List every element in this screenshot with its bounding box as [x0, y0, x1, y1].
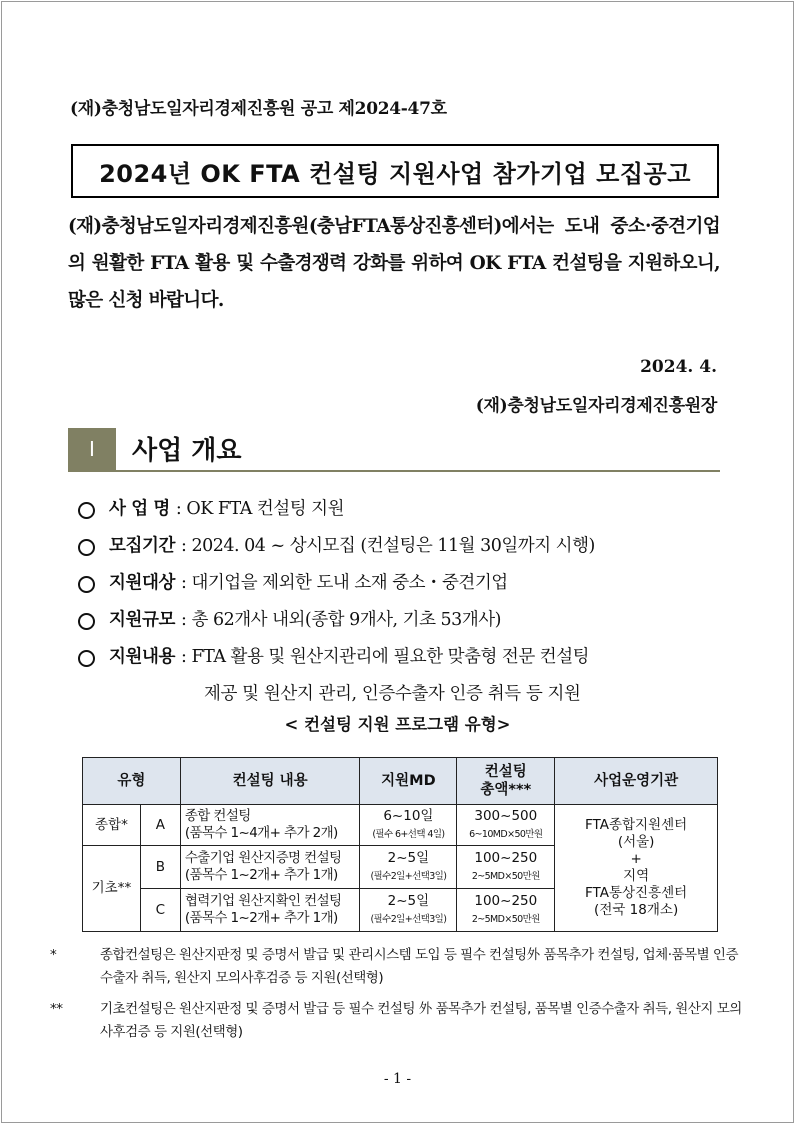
- item-value: : FTA 활용 및 원산지관리에 필요한 맞춤형 전문 컨설팅: [181, 647, 590, 667]
- agency-line: (서울): [617, 834, 655, 851]
- header-amount: [457, 758, 555, 805]
- section-number-badge: Ⅰ: [68, 428, 116, 470]
- content-name: 수출기업 원산지증명 컨설팅: [184, 850, 342, 867]
- list-item: [78, 531, 726, 568]
- circle-bullet-icon: [78, 502, 95, 519]
- md-value: 2~5일: [387, 850, 430, 867]
- circle-bullet-icon: [78, 576, 95, 593]
- agency-line: FTA통상진흥센터: [585, 884, 688, 901]
- amount-value: 300~500: [474, 808, 538, 825]
- list-item: [78, 605, 726, 642]
- footnote-text: 종합컨설팅은 원산지판정 및 증명서 발급 및 관리시스템 도입 등 필수 컨설팅外 품목추가 컨설팅, 업체·품목별 인증수출자 취득, 원산지 모의사후검증 등 지원(선택형): [100, 947, 739, 986]
- footnote-comprehensive: [50, 944, 748, 990]
- item-value-continuation: 제공 및 원산지 관리, 인증수출자 인증 취득 등 지원: [204, 684, 581, 704]
- item-value: : 총 62개사 내외(종합 9개사, 기초 53개사): [181, 610, 501, 630]
- content-items: (품목수 1~4개+ 추가 2개): [184, 825, 338, 841]
- circle-bullet-icon: [78, 650, 95, 667]
- page-number: - 1 -: [383, 1071, 412, 1087]
- footnote-marker: **: [50, 1001, 63, 1017]
- md-note: (필수2일+선택3일): [370, 871, 447, 882]
- item-value: : 2024. 04 ~ 상시모집 (컨설팅은 11월 30일까지 시행): [181, 536, 595, 556]
- support-md: [360, 805, 457, 846]
- md-value: 6~10일: [383, 808, 434, 825]
- consulting-amount: [457, 889, 555, 932]
- circle-bullet-icon: [78, 539, 95, 556]
- group-comprehensive: 종합*: [83, 805, 141, 846]
- agency-line: 지역: [623, 868, 650, 884]
- type-code: A: [140, 805, 180, 846]
- consulting-content: [180, 805, 360, 846]
- item-value: : OK FTA 컨설팅 지원: [175, 499, 344, 519]
- table-row: [83, 805, 718, 846]
- type-code: C: [140, 889, 180, 932]
- item-value: : 대기업을 제외한 도내 소재 중소・중견기업: [181, 573, 508, 593]
- footnote-text: 기초컨설팅은 원산지판정 및 증명서 발급 등 필수 컨설팅 外 품목추가 컨설팅, 품목별 인증수출자 취득, 원산지 모의사후검증 등 지원(선택형): [100, 1001, 742, 1040]
- circle-bullet-icon: [78, 613, 95, 630]
- list-item: [78, 642, 726, 679]
- consulting-content: [180, 889, 360, 932]
- footnote-marker: *: [50, 947, 57, 963]
- type-code: B: [140, 846, 180, 889]
- header-amount-line1: 컨설팅: [484, 763, 527, 780]
- list-item: [78, 568, 726, 605]
- footnote-basic: [50, 998, 748, 1044]
- amount-value: 100~250: [474, 893, 538, 910]
- consulting-amount: [457, 805, 555, 846]
- header-md: 지원MD: [360, 758, 457, 805]
- table-caption: < 컨설팅 지원 프로그램 유형>: [284, 715, 511, 734]
- list-item: [78, 494, 726, 531]
- group-basic: 기초**: [83, 846, 141, 932]
- header-agency: 사업운영기관: [555, 758, 718, 805]
- notice-number: (재)충청남도일자리경제진흥원 공고 제2024-47호: [70, 99, 447, 119]
- notice-date: 2024. 4.: [640, 357, 717, 377]
- section-title: 사업 개요: [132, 436, 242, 466]
- content-name: 종합 컨설팅: [184, 808, 251, 825]
- md-value: 2~5일: [387, 893, 430, 910]
- item-label: 지원대상: [109, 573, 176, 593]
- issuer-name: (재)충청남도일자리경제진흥원장: [475, 396, 717, 416]
- section-underline: [68, 470, 720, 472]
- operating-agency: [555, 805, 718, 932]
- header-type: 유형: [83, 758, 181, 805]
- amount-note: 6~10MD×50만원: [469, 829, 543, 840]
- amount-note: 2~5MD×50만원: [471, 871, 540, 882]
- consulting-amount: [457, 846, 555, 889]
- overview-list: [78, 494, 726, 713]
- item-label: 사 업 명: [109, 499, 170, 519]
- item-label: 모집기간: [109, 536, 176, 556]
- consulting-content: [180, 846, 360, 889]
- agency-line: (전국 18개소): [594, 901, 679, 918]
- item-label: 지원규모: [109, 610, 176, 630]
- content-items: (품목수 1~2개+ 추가 1개): [184, 867, 338, 883]
- table-header-row: [83, 758, 718, 805]
- support-md: [360, 889, 457, 932]
- program-type-table: [82, 757, 718, 932]
- md-note: (필수2일+선택3일): [370, 914, 447, 925]
- amount-note: 2~5MD×50만원: [471, 914, 540, 925]
- agency-line: +: [630, 851, 642, 868]
- content-items: (품목수 1~2개+ 추가 1개): [184, 910, 338, 926]
- support-md: [360, 846, 457, 889]
- header-amount-line2: 총액***: [480, 782, 532, 798]
- md-note: (필수 6+선택 4일): [372, 829, 445, 840]
- amount-value: 100~250: [474, 850, 538, 867]
- content-name: 협력기업 원산지확인 컨설팅: [184, 893, 342, 910]
- document-title: 2024년 OK FTA 컨설팅 지원사업 참가기업 모집공고: [71, 144, 719, 198]
- agency-line: FTA종합지원센터: [585, 817, 688, 834]
- item-label: 지원내용: [109, 647, 176, 667]
- header-content: 컨설팅 내용: [180, 758, 360, 805]
- intro-paragraph: (재)충청남도일자리경제진흥원(충남FTA통상진흥센터)에서는 도내 중소·중견기업의 원활한 FTA 활용 및 수출경쟁력 강화를 위하여 OK FTA 컨설팅을 지원하오니, 많은 신청 바랍니다.: [68, 216, 720, 311]
